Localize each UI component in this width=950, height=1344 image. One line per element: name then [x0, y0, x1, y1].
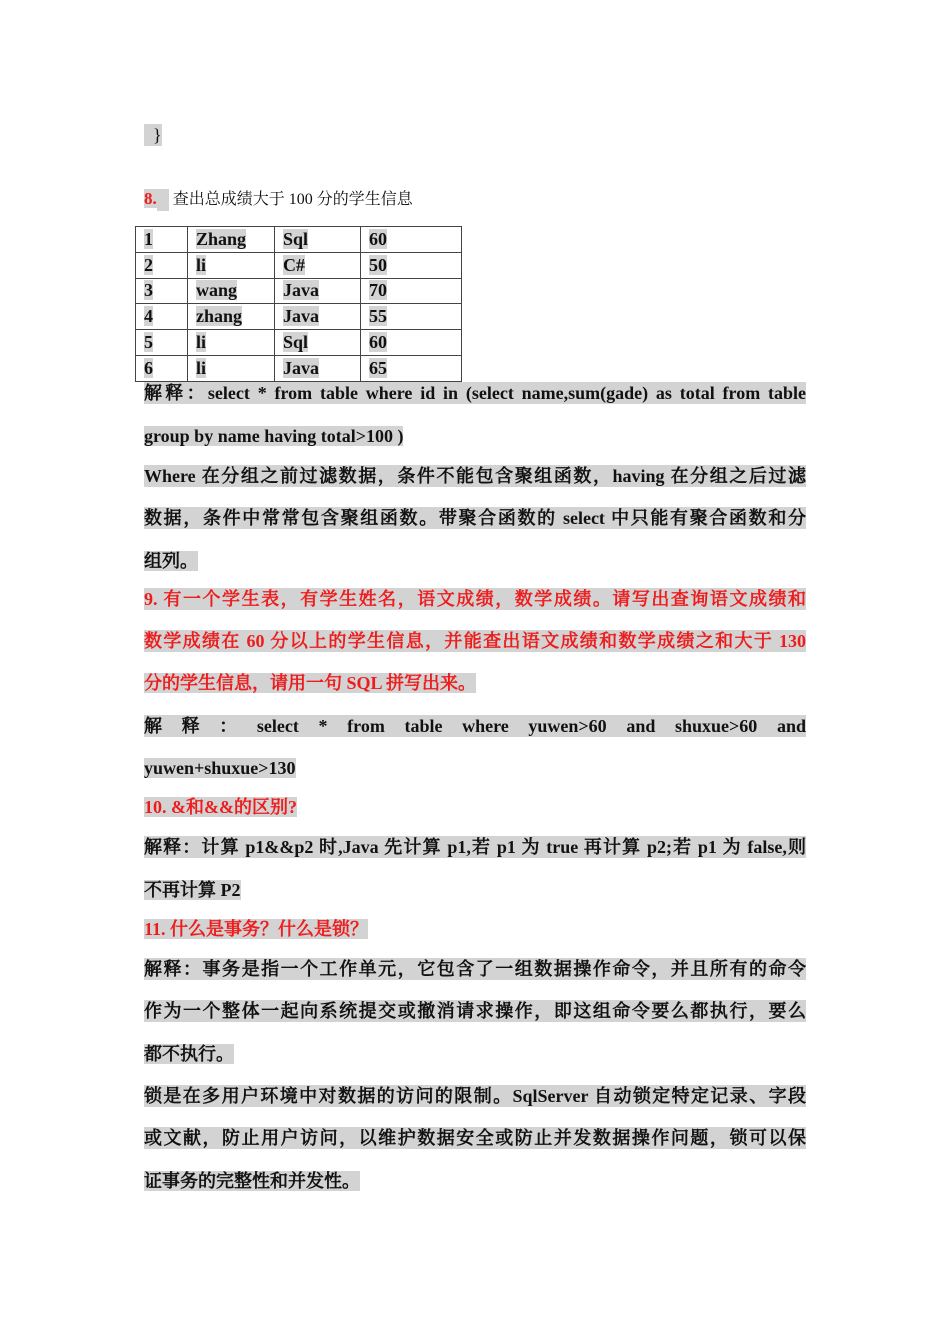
score-table	[135, 226, 462, 382]
id-cell: 2	[136, 252, 188, 278]
q8-note-line-1: Where 在分组之前过滤数据，条件不能包含聚组函数，having 在分组之后过滤	[144, 466, 806, 486]
q9-answer-line-1	[144, 715, 806, 737]
course-cell: Sql	[275, 227, 361, 253]
q8-answer-line-2: group by name having total>100 )	[144, 426, 404, 446]
score-cell: 65	[361, 355, 462, 381]
table-row	[136, 227, 462, 253]
course-cell: Java	[275, 278, 361, 304]
q8-note-line-2: 数据，条件中常常包含聚组函数。带聚合函数的 select 中只能有聚合函数和分	[144, 508, 806, 528]
id-cell: 3	[136, 278, 188, 304]
q8-note-line-3: 组列。	[144, 551, 198, 571]
answer-word: *	[318, 716, 328, 736]
q9-question-line-3: 分的学生信息，请用一句 SQL 拼写出来。	[144, 673, 477, 693]
question-8-title: 查出总成绩大于 100 分的学生信息	[172, 191, 413, 208]
answer-word: from	[347, 716, 385, 736]
answer-word: 释	[181, 716, 200, 736]
id-cell: 6	[136, 355, 188, 381]
answer-word: and	[776, 716, 806, 736]
question-8-number: 8.	[144, 189, 157, 208]
q8-answer-line-1: 解释：select * from table where id in (select name,sum(gade) as total from table	[144, 383, 806, 403]
answer-word: and	[626, 716, 656, 736]
q9-question-line-2: 数学成绩在 60 分以上的学生信息，并能查出语文成绩和数学成绩之和大于 130	[144, 631, 806, 651]
table-row	[136, 278, 462, 304]
name-cell: li	[188, 252, 275, 278]
answer-word: 解	[144, 716, 162, 736]
q9-answer-line-2: yuwen+shuxue>130	[144, 758, 296, 778]
name-cell: Zhang	[188, 227, 275, 253]
question-8-heading	[144, 188, 413, 211]
q11-answer-line-3: 都不执行。	[144, 1044, 234, 1064]
table-row	[136, 252, 462, 278]
score-cell: 50	[361, 252, 462, 278]
q11-answer-line-1: 解释：事务是指一个工作单元，它包含了一组数据操作命令，并且所有的命令	[144, 959, 806, 979]
q11-title: 11. 什么是事务？什么是锁？	[144, 919, 369, 939]
name-cell: wang	[188, 278, 275, 304]
q10-answer-line-2: 不再计算 P2	[144, 880, 241, 900]
name-cell: li	[188, 330, 275, 356]
q11-lock-line-2: 或文献，防止用户访问，以维护数据安全或防止并发数据操作问题，锁可以保	[144, 1128, 806, 1148]
name-cell: li	[188, 355, 275, 381]
closing-brace: }	[144, 125, 162, 145]
answer-word: select	[256, 716, 299, 736]
course-cell: Java	[275, 304, 361, 330]
score-cell: 55	[361, 304, 462, 330]
id-cell: 4	[136, 304, 188, 330]
name-cell: zhang	[188, 304, 275, 330]
id-cell: 5	[136, 330, 188, 356]
q10-answer-line-1: 解释：计算 p1&&p2 时,Java 先计算 p1,若 p1 为 true 再计算 p2;若 p1 为 false,则	[144, 837, 806, 857]
q11-lock-line-1: 锁是在多用户环境中对数据的访问的限制。SqlServer 自动锁定特定记录、字段	[144, 1086, 806, 1106]
answer-word: yuwen>60	[528, 716, 607, 736]
course-cell: Sql	[275, 330, 361, 356]
course-cell: Java	[275, 355, 361, 381]
answer-word: table	[404, 716, 443, 736]
score-cell: 70	[361, 278, 462, 304]
answer-word: ：	[219, 716, 238, 736]
q11-lock-line-3: 证事务的完整性和并发性。	[144, 1171, 360, 1191]
table-row	[136, 304, 462, 330]
q9-question-line-1: 9. 有一个学生表，有学生姓名，语文成绩，数学成绩。请写出查询语文成绩和	[144, 589, 806, 609]
answer-word: shuxue>60	[675, 716, 758, 736]
q11-answer-line-2: 作为一个整体一起向系统提交或撤消请求操作，即这组命令要么都执行，要么	[144, 1001, 806, 1021]
table-row	[136, 355, 462, 381]
id-cell: 1	[136, 227, 188, 253]
answer-word: where	[462, 716, 509, 736]
table-row	[136, 330, 462, 356]
course-cell: C#	[275, 252, 361, 278]
score-cell: 60	[361, 330, 462, 356]
score-cell: 60	[361, 227, 462, 253]
q10-title: 10. &和&&的区别?	[144, 797, 297, 817]
